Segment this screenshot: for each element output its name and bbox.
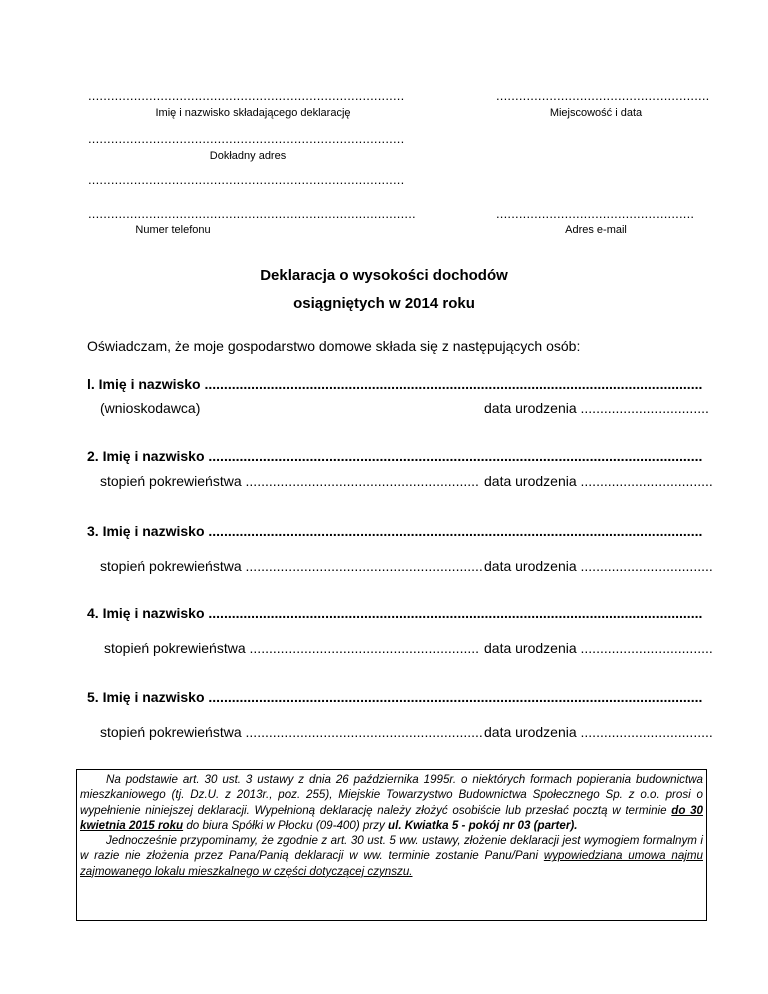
address-caption: Dokładny adres [209, 150, 287, 162]
person-2-relation-field[interactable]: stopień pokrewieństwa ............................................................ [100, 473, 479, 489]
name-line[interactable]: ................................................................................... [88, 88, 405, 103]
person-5-birthdate-field[interactable]: data urodzenia .................................. [484, 724, 713, 740]
person-1-birthdate-field[interactable]: data urodzenia ................................. [484, 400, 709, 416]
place-date-line[interactable]: ........................................................ [496, 88, 710, 103]
person-3-name-field[interactable]: 3. Imię i nazwisko ............................................................................................................................... [87, 523, 703, 539]
person-2-birthdate-field[interactable]: data urodzenia .................................. [484, 473, 713, 489]
person-4-relation-field[interactable]: stopień pokrewieństwa ........................................................... [104, 640, 480, 656]
person-2-name-field[interactable]: 2. Imię i nazwisko ............................................................................................................................... [87, 448, 703, 464]
email-caption: Adres e-mail [565, 224, 627, 236]
notice-termination-warning: wypowiedziana umowa najmu zajmowanego lokalu mieszkalnego w części dotyczącej czynszu. [80, 849, 703, 878]
person-3-birthdate-field[interactable]: data urodzenia .................................. [484, 558, 713, 574]
person-1-name-field[interactable]: l. Imię i nazwisko ................................................................................................................................ [87, 376, 703, 392]
notice-deadline: do 30 kwietnia 2015 roku [80, 803, 704, 832]
notice-p1-text-b: do biura Spółki w Płocku (09-400) przy [183, 818, 389, 832]
person-4-birthdate-field[interactable]: data urodzenia .................................. [484, 640, 713, 656]
phone-line[interactable]: ...................................................................................... [88, 206, 416, 221]
notice-paragraph-2 [80, 833, 703, 879]
phone-caption: Numer telefonu [135, 224, 211, 236]
address-line-2[interactable]: ................................................................................... [88, 172, 405, 187]
person-5-relation-field[interactable]: stopień pokrewieństwa ............................................................. [100, 724, 483, 740]
person-1-role: (wnioskodawca) [100, 400, 201, 416]
household-statement: Oświadczam, że moje gospodarstwo domowe składa się z następujących osób: [87, 338, 581, 354]
notice-p2-text-a: Jednocześnie przypominamy, że zgodnie z art. 30 ust. 5 ww. ustawy, złożenie deklaracji jest wymogiem formalnym i w razie nie złożenia przez Pana/Panią deklaracji w ww. terminie zostanie Panu/Pani [80, 834, 703, 863]
document-title-line-1: Deklaracja o wysokości dochodów [260, 267, 508, 284]
place-date-caption: Miejscowość i data [549, 107, 643, 119]
email-line[interactable]: .................................................... [496, 206, 695, 221]
notice-box [76, 769, 707, 921]
notice-paragraph-1 [80, 772, 703, 833]
document-title-line-2: osiągniętych w 2014 roku [293, 295, 475, 312]
person-4-name-field[interactable]: 4. Imię i nazwisko ............................................................................................................................... [87, 605, 703, 621]
notice-office-address: ul. Kwiatka 5 - pokój nr 03 (parter). [388, 818, 578, 832]
person-5-name-field[interactable]: 5. Imię i nazwisko ............................................................................................................................... [87, 689, 703, 705]
person-3-relation-field[interactable]: stopień pokrewieństwa ............................................................. [100, 558, 483, 574]
address-line-1[interactable]: ................................................................................... [88, 131, 405, 146]
name-caption: Imię i nazwisko składającego deklarację [155, 107, 351, 119]
notice-p1-text-a: Na podstawie art. 30 ust. 3 ustawy z dnia 26 października 1995r. o niektórych formach popierania budownictwa mieszkaniowego (tj. Dz.U. z 2013r., poz. 255), Miejskie Towarzystwo Budownictwa Społecznego Sp. z o.o. prosi o wypełnienie niniejszej deklaracji. Wypełnioną deklarację należy złożyć osobiście lub przesłać pocztą w terminie [80, 773, 703, 817]
